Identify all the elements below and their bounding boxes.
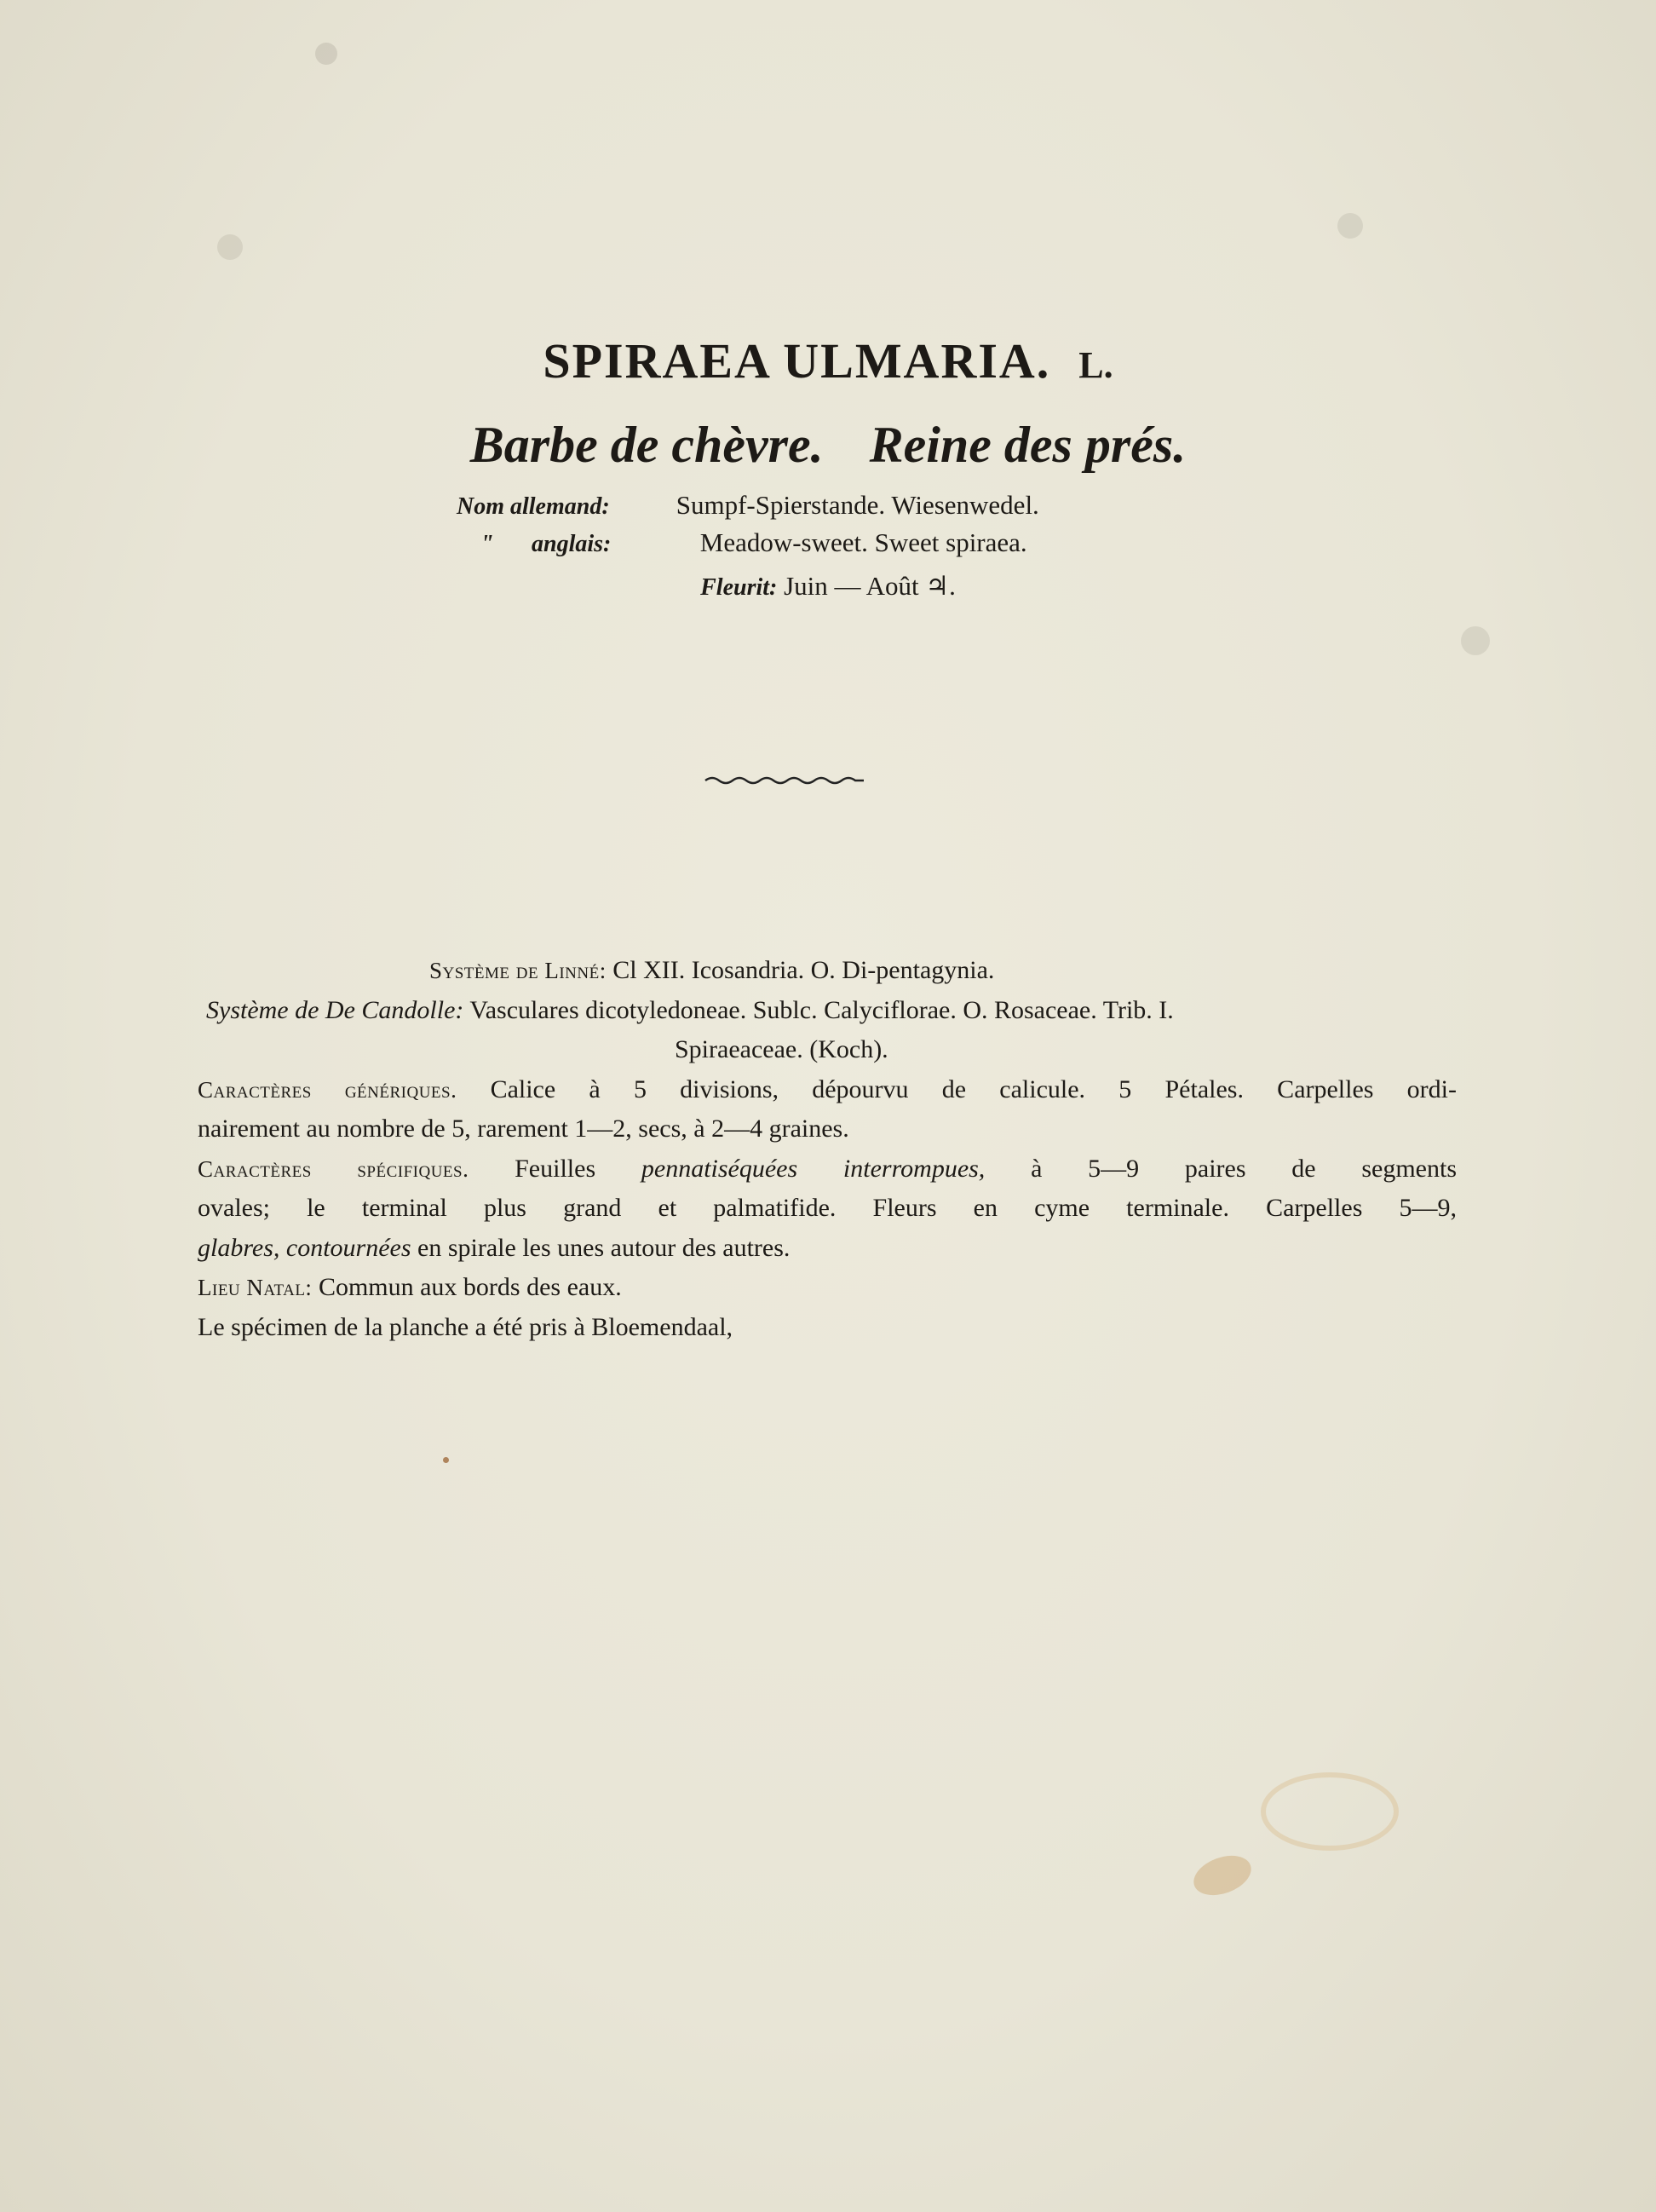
generic-value-2: nairement au nombre de 5, rarement 1—2, secs, à 2—4 graines. xyxy=(198,1115,849,1143)
generic-label: Caractères génériques. xyxy=(198,1076,457,1103)
specific-line-2 xyxy=(198,1189,1457,1229)
common-names xyxy=(0,416,1656,475)
locality-value: Commun aux bords des eaux. xyxy=(318,1273,622,1301)
german-name-row xyxy=(457,487,1039,525)
paper-stain xyxy=(1261,1772,1399,1851)
english-label: anglais: xyxy=(532,531,612,557)
specimen-note xyxy=(198,1308,1457,1348)
paper-spot xyxy=(1461,626,1490,655)
vernacular-names xyxy=(457,487,1039,562)
locality xyxy=(198,1268,1457,1308)
wavy-divider-ornament xyxy=(704,772,865,789)
linne-value: Cl XII. Icosandria. O. Di-pentagynia. xyxy=(612,956,995,984)
linne-label: Système de Linné: xyxy=(429,958,607,983)
flowering-line xyxy=(0,571,1656,602)
specific-text-2: à 5—9 paires de segments xyxy=(1031,1154,1458,1183)
paper-spot xyxy=(443,1457,449,1463)
author-abbrev: L. xyxy=(1078,344,1113,386)
paper-stain xyxy=(1188,1848,1256,1902)
specimen-text: Le spécimen de la planche a été pris à Bloemendaal, xyxy=(198,1312,733,1341)
page-title xyxy=(0,332,1656,389)
specific-line-3 xyxy=(198,1229,1457,1269)
candolle-value-1: Vasculares dicotyledoneae. Sublc. Calyciflorae. O. Rosaceae. Trib. I. xyxy=(469,995,1174,1024)
candolle-system xyxy=(198,991,1457,1031)
paper-spot xyxy=(315,43,337,65)
specific-italic-1: pennatiséquées interrompues, xyxy=(641,1154,986,1183)
specific-line-2-text: ovales; le terminal plus grand et palmatifide. Fleurs en cyme terminale. Carpelles 5—9, xyxy=(198,1194,1457,1222)
common-name-1: Barbe de chèvre. xyxy=(469,417,824,473)
generic-continuation xyxy=(198,1109,1457,1149)
description-block xyxy=(198,951,1457,1347)
linne-system xyxy=(198,951,1457,991)
specific-text-3: en spirale les unes autour des autres. xyxy=(417,1233,791,1262)
generic-characters xyxy=(198,1070,1457,1110)
locality-label: Lieu Natal: xyxy=(198,1275,313,1300)
paper-spot xyxy=(217,234,243,260)
latin-name: SPIRAEA ULMARIA. xyxy=(543,333,1051,389)
specific-characters xyxy=(198,1149,1457,1190)
english-value: Meadow-sweet. Sweet spiraea. xyxy=(699,527,1027,557)
common-name-2: Reine des prés. xyxy=(869,417,1187,473)
german-value: Sumpf-Spierstande. Wiesenwedel. xyxy=(676,490,1039,520)
specific-italic-2: glabres, contournées xyxy=(198,1233,411,1262)
specific-label: Caractères spécifiques. xyxy=(198,1155,469,1182)
german-label: Nom allemand: xyxy=(457,493,610,520)
candolle-continuation xyxy=(198,1030,1457,1070)
candolle-label: Système de De Candolle: xyxy=(206,995,464,1024)
specific-text-1: Feuilles xyxy=(515,1154,596,1183)
flowering-value: Juin — Août ♃. xyxy=(784,571,956,601)
generic-value-1: Calice à 5 divisions, dépourvu de calicule. 5 Pétales. Carpelles ordi- xyxy=(490,1074,1458,1103)
candolle-value-2: Spiraeaceae. (Koch). xyxy=(675,1035,888,1063)
ditto-mark: " xyxy=(480,531,494,557)
english-name-row xyxy=(457,525,1039,562)
paper-spot xyxy=(1337,213,1363,239)
flowering-label: Fleurit: xyxy=(700,574,778,601)
